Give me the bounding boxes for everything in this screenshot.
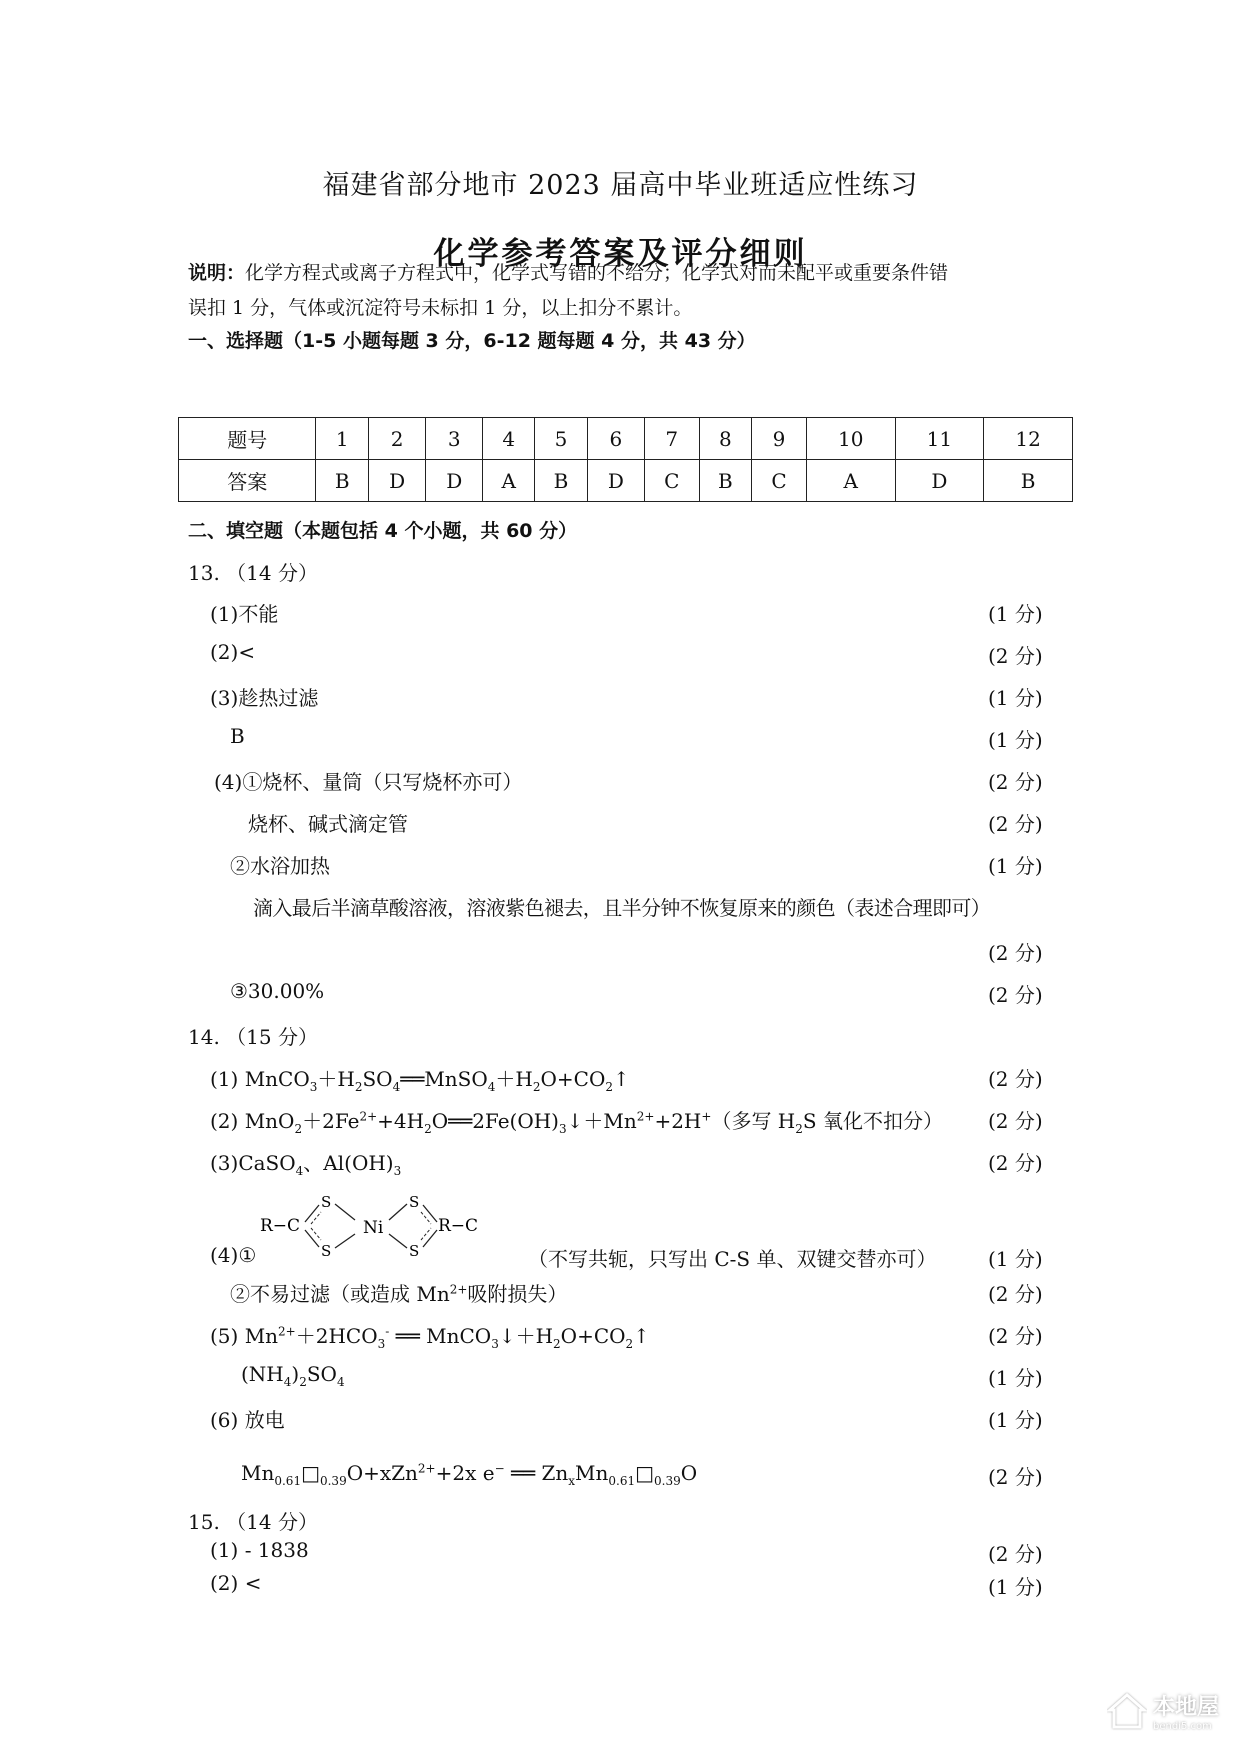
q15-score-1: (2 分) xyxy=(988,1542,1043,1566)
q14-score-5: (2 分) xyxy=(988,1324,1043,1348)
table-header-cell: 答案 xyxy=(179,460,316,502)
q13-answer-3: (3)趁热过滤 xyxy=(210,686,319,710)
table-row xyxy=(179,460,1073,502)
question-number: 2 xyxy=(369,418,426,460)
q15-score-2: (1 分) xyxy=(988,1575,1043,1599)
q14-score-4a: (1 分) xyxy=(988,1247,1043,1271)
structure-label: S xyxy=(321,1193,332,1211)
q13-score-4b: (1 分) xyxy=(988,854,1043,878)
q13-score-4b2: (2 分) xyxy=(988,941,1043,965)
q13-answer-4a: (4)①烧杯、量筒（只写烧杯亦可） xyxy=(214,770,523,794)
q13-score-2: (2 分) xyxy=(988,644,1043,668)
q14-answer-5b: $(NH_4)_2SO_4$ xyxy=(241,1362,345,1389)
q14-answer-2: (2) $MnO_2+2Fe^{2+}+4H_2O══2Fe(OH)_3↓+Mn^{2+}+2H^+$（多写 $H_2S$ 氧化不扣分） xyxy=(210,1109,943,1136)
question-number: 6 xyxy=(587,418,644,460)
answer-cell: C xyxy=(644,460,699,502)
q13-answer-3b: B xyxy=(230,724,245,748)
question-number: 4 xyxy=(483,418,535,460)
watermark-text-block xyxy=(1153,1690,1219,1732)
table-header-cell: 题号 xyxy=(179,418,316,460)
q13-heading: 13. （14 分） xyxy=(188,561,318,585)
q13-answer-1: (1)不能 xyxy=(210,602,279,626)
q14-score-3: (2 分) xyxy=(988,1151,1043,1175)
note-line-1 xyxy=(188,254,948,292)
q13-score-4a2: (2 分) xyxy=(988,812,1043,836)
q13-score-3: (1 分) xyxy=(988,686,1043,710)
watermark xyxy=(1107,1690,1219,1732)
question-number: 1 xyxy=(316,418,369,460)
note-text-1: 化学方程式或离子方程式中，化学式写错的不给分；化学式对而未配平或重要条件错 xyxy=(245,262,949,284)
answer-cell: B xyxy=(984,460,1073,502)
note-line-2: 误扣 1 分，气体或沉淀符号未标扣 1 分，以上扣分不累计。 xyxy=(188,297,693,319)
q14-answer-5: (5) $Mn^{2+}+2HCO_3^-$ ══ $MnCO_3↓+H_2O+CO_2↑$ xyxy=(210,1324,650,1351)
answer-cell: D xyxy=(895,460,984,502)
structure-label: S xyxy=(321,1242,332,1260)
q15-heading: 15. （14 分） xyxy=(188,1510,318,1534)
q14-answer-1: (1) $MnCO_3+H_2SO_4══MnSO_4+H_2O+CO_2↑$ xyxy=(210,1067,630,1094)
structure-label: R−C xyxy=(438,1216,479,1236)
q13-answer-4b: ②水浴加热 xyxy=(230,854,330,878)
watermark-text: 本地屋 xyxy=(1152,1695,1219,1720)
answer-cell: C xyxy=(752,460,807,502)
answer-cell: B xyxy=(535,460,588,502)
q13-answer-4c: ③30.00% xyxy=(230,979,325,1003)
question-number: 12 xyxy=(984,418,1073,460)
document-subtitle: 化学参考答案及评分细则 xyxy=(433,236,808,272)
answer-cell: B xyxy=(699,460,752,502)
question-number: 5 xyxy=(535,418,588,460)
q14-answer-6b: $Mn_{0.61}□_{0.39}O+xZn^{2+}+2x$ e− ══ $Zn_xMn_{0.61}□_{0.39}O$ xyxy=(241,1461,698,1488)
q14-answer-3: (3)CaSO$_4$、$Al(OH)_3$ xyxy=(210,1151,402,1178)
q14-score-4b: (2 分) xyxy=(988,1282,1043,1306)
q14-score-1: (2 分) xyxy=(988,1067,1043,1091)
nickel-complex-structure xyxy=(255,1192,505,1262)
watermark-url: bendi5.com xyxy=(1152,1721,1212,1732)
q14-score-5b: (1 分) xyxy=(988,1366,1043,1390)
structure-label: Ni xyxy=(363,1218,384,1238)
q14-answer-4a-prefix: (4)① xyxy=(210,1243,257,1267)
q15-answer-2: (2) < xyxy=(210,1571,262,1595)
structure-label: S xyxy=(409,1242,420,1260)
house-icon xyxy=(1107,1691,1147,1731)
structure-label: R−C xyxy=(260,1216,301,1236)
q14-score-2: (2 分) xyxy=(988,1109,1043,1133)
q14-answer-4b: ②不易过滤（或造成 $Mn^{2+}$吸附损失） xyxy=(230,1282,568,1306)
table-row xyxy=(179,418,1073,460)
question-number: 9 xyxy=(752,418,807,460)
answer-cell: D xyxy=(587,460,644,502)
section-fill-heading: 二、填空题（本题包括 4 个小题，共 60 分） xyxy=(188,520,578,542)
q14-answer-4a-note: （不写共轭，只写出 C-S 单、双键交替亦可） xyxy=(528,1247,937,1271)
q13-score-3b: (1 分) xyxy=(988,728,1043,752)
question-number: 8 xyxy=(699,418,752,460)
answer-cell: D xyxy=(369,460,426,502)
section-choice-heading: 一、选择题（1-5 小题每题 3 分，6-12 题每题 4 分，共 43 分） xyxy=(188,330,756,352)
answer-table xyxy=(178,417,1073,502)
answer-cell: D xyxy=(426,460,483,502)
q13-answer-4a2: 烧杯、碱式滴定管 xyxy=(248,812,408,836)
note-label: 说明： xyxy=(188,262,246,284)
question-number: 10 xyxy=(806,418,895,460)
q13-score-1: (1 分) xyxy=(988,602,1043,626)
q14-answer-6: (6) 放电 xyxy=(210,1408,285,1432)
q13-answer-2: (2)< xyxy=(210,640,256,664)
q13-score-4c: (2 分) xyxy=(988,983,1043,1007)
question-number: 3 xyxy=(426,418,483,460)
q14-score-6b: (2 分) xyxy=(988,1465,1043,1489)
q14-heading: 14. （15 分） xyxy=(188,1025,318,1049)
answer-cell: B xyxy=(316,460,369,502)
q13-answer-4b2: 滴入最后半滴草酸溶液，溶液紫色褪去，且半分钟不恢复原来的颜色（表述合理即可） xyxy=(253,896,991,920)
q15-answer-1: (1) - 1838 xyxy=(210,1538,309,1562)
structure-label: S xyxy=(409,1193,420,1211)
question-number: 11 xyxy=(895,418,984,460)
q14-score-6: (1 分) xyxy=(988,1408,1043,1432)
answer-cell: A xyxy=(483,460,535,502)
answer-cell: A xyxy=(806,460,895,502)
q13-score-4a: (2 分) xyxy=(988,770,1043,794)
question-number: 7 xyxy=(644,418,699,460)
document-title: 福建省部分地市 2023 届高中毕业班适应性练习 xyxy=(322,170,919,201)
